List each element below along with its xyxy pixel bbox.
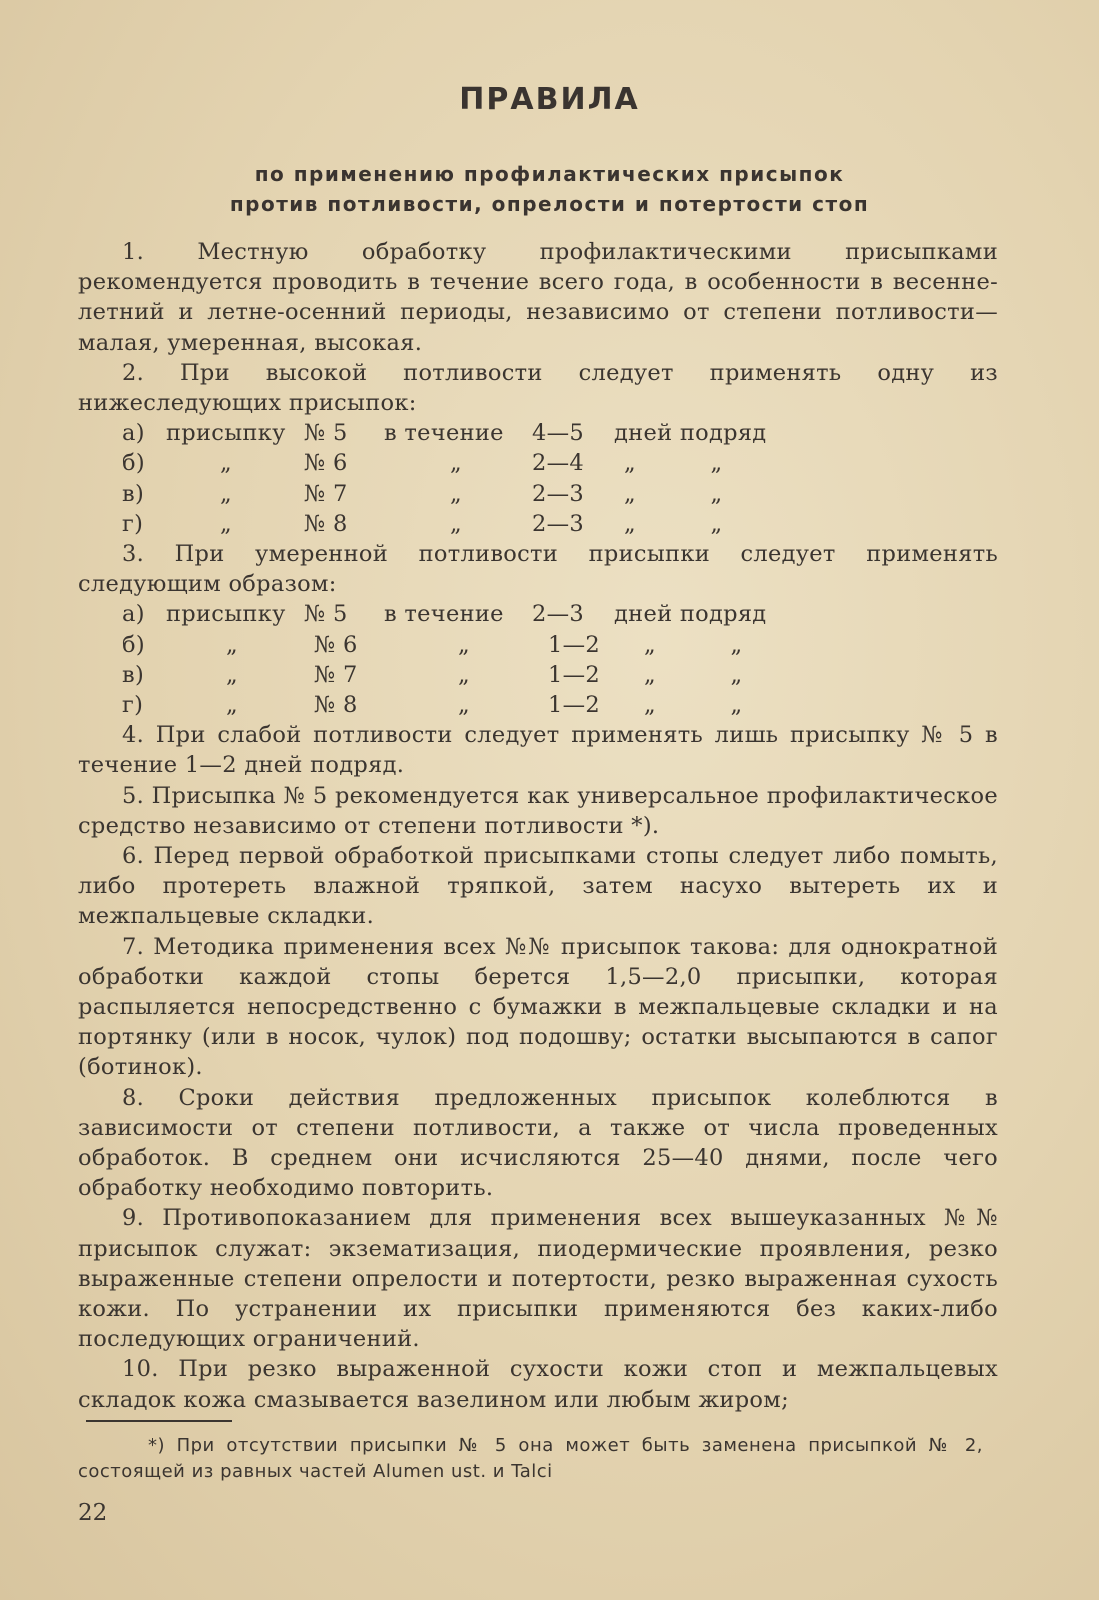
list-item <box>78 448 998 478</box>
item-days: 1—2 <box>548 631 601 658</box>
list-item <box>78 509 998 539</box>
item-letter: б) <box>122 631 145 658</box>
item-name: „ <box>226 691 238 718</box>
footnote <box>78 1433 983 1485</box>
list-item <box>78 599 998 629</box>
rules-body <box>78 237 998 1415</box>
item-days: 2—3 <box>532 601 585 628</box>
list-item <box>78 660 998 690</box>
item-name: „ <box>226 661 238 688</box>
moderate-sweat-list <box>78 599 998 720</box>
item-name: „ <box>220 480 232 507</box>
item-duration-label: „ <box>458 691 470 718</box>
item-days: 2—3 <box>532 480 585 507</box>
item-days: 4—5 <box>532 420 585 447</box>
rule-2: 2. При высокой потливости следует применять одну из нижеследующих присыпок: <box>78 359 998 417</box>
item-duration-label: в течение <box>384 420 504 447</box>
item-name: присыпку <box>166 601 286 628</box>
item-letter: г) <box>122 691 144 718</box>
item-tail: дней подряд <box>614 420 767 447</box>
item-tail: дней подряд <box>614 601 767 628</box>
page-title: ПРАВИЛА <box>459 82 640 117</box>
footnote-text: *) При отсутствии присыпки № 5 она может быть заменена присыпкой № 2, состоящей из равных частей Alumen ust. и Talci <box>78 1435 983 1482</box>
item-days: 1—2 <box>548 661 601 688</box>
item-tail: „ „ <box>624 480 723 507</box>
rule-4: 4. При слабой потливости следует применять лишь присыпку № 5 в течение 1—2 дней подряд. <box>78 722 998 779</box>
rule-3: 3. При умеренной потливости присыпки следует применять следующим образом: <box>78 540 998 598</box>
item-number: № 8 <box>304 510 348 537</box>
list-item <box>78 418 998 448</box>
item-name: „ <box>226 631 238 658</box>
item-tail: „ „ <box>624 450 723 477</box>
item-letter: г) <box>122 510 144 537</box>
item-number: № 7 <box>304 480 348 507</box>
list-item <box>78 630 998 660</box>
item-number: № 5 <box>304 601 348 628</box>
item-days: 1—2 <box>548 691 601 718</box>
item-name: „ <box>220 450 232 477</box>
item-number: № 5 <box>304 420 348 447</box>
list-item <box>78 690 998 720</box>
rule-10: 10. При резко выраженной сухости кожи стоп и межпальцевых складок кожа смазывается вазелином или любым жиром; <box>78 1356 998 1413</box>
footnote-divider <box>86 1420 232 1422</box>
subtitle-line-1: по применению профилактических присыпок <box>254 162 845 186</box>
rule-9: 9. Противопоказанием для применения всех вышеуказанных №№ присыпок служат: экзематизация, пиодермические проявления, резко выраженные степени опрелости и потертости, резко выраженная сухость кожи. По устранении их присыпки применяются без каких-либо последующих ограничений. <box>78 1205 998 1353</box>
item-days: 2—4 <box>532 450 585 477</box>
item-duration-label: в течение <box>384 601 504 628</box>
item-number: № 6 <box>314 631 358 658</box>
rule-8: 8. Сроки действия предложенных присыпок колеблются в зависимости от степени потливости, а также от числа проведенных обработок. В среднем они исчисляются 25—40 днями, после чего обработку необходимо повторить. <box>78 1084 998 1202</box>
rule-7: 7. Методика применения всех №№ присыпок такова: для однократной обработки каждой стопы берется 1,5—2,0 присыпки, которая распыляется непосредственно с бумажки в межпальцевые складки и на портянку (или в носок, чулок) под подошву; остатки высыпаются в сапог (ботинок). <box>78 933 998 1081</box>
item-tail: „ „ <box>644 691 743 718</box>
item-duration-label: „ <box>458 631 470 658</box>
high-sweat-list <box>78 418 998 539</box>
item-number: № 6 <box>304 450 348 477</box>
item-duration-label: „ <box>450 450 462 477</box>
item-duration-label: „ <box>450 510 462 537</box>
rule-5: 5. Присыпка № 5 рекомендуется как универсальное профилактическое средство независимо от степени потливости *). <box>78 782 998 839</box>
item-name: присыпку <box>166 420 286 447</box>
subtitle-line-2: против потливости, опрелости и потертости стоп <box>229 192 870 216</box>
rule-1: 1. Местную обработку профилактическими присыпками рекомендуется проводить в течение всего года, в особенности в весенне-летний и летне-осенний периоды, независимо от степени потливости—малая, умеренная, высокая. <box>78 239 998 356</box>
item-tail: „ „ <box>644 661 743 688</box>
item-letter: а) <box>122 601 145 628</box>
item-letter: в) <box>122 661 145 688</box>
item-letter: б) <box>122 450 145 477</box>
item-letter: в) <box>122 480 145 507</box>
item-tail: „ „ <box>624 510 723 537</box>
rule-6: 6. Перед первой обработкой присыпками стопы следует либо помыть, либо протереть влажной тряпкой, затем насухо вытереть их и межпальцевые складки. <box>78 842 998 930</box>
page-number: 22 <box>78 1500 108 1526</box>
item-number: № 7 <box>314 661 358 688</box>
item-duration-label: „ <box>458 661 470 688</box>
item-tail: „ „ <box>644 631 743 658</box>
item-days: 2—3 <box>532 510 585 537</box>
list-item <box>78 479 998 509</box>
item-duration-label: „ <box>450 480 462 507</box>
item-name: „ <box>220 510 232 537</box>
item-number: № 8 <box>314 691 358 718</box>
item-letter: а) <box>122 420 145 447</box>
